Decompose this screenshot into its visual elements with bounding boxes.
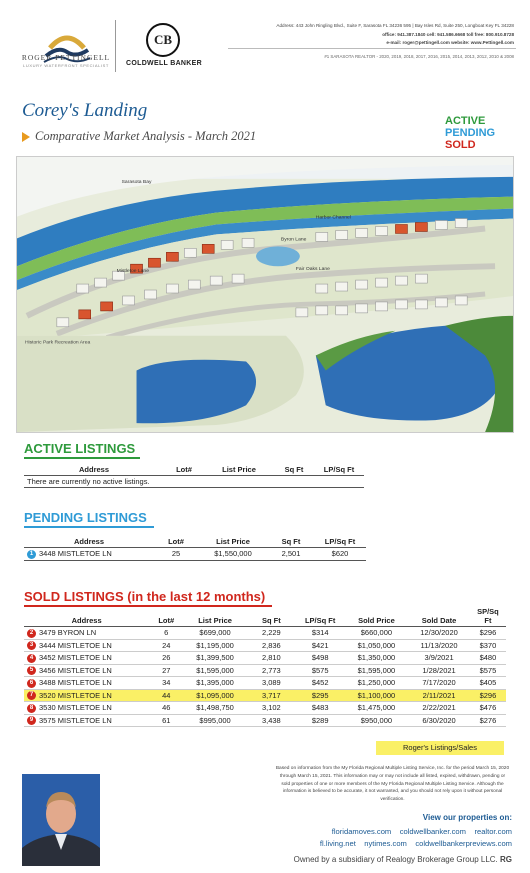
legend-sold: SOLD <box>445 139 476 151</box>
sold-lp-sqft: $498 <box>296 652 345 665</box>
sold-list-price: $1,595,000 <box>183 664 247 677</box>
website-links <box>262 826 512 850</box>
pending-lp-sqft: $620 <box>314 548 366 561</box>
sold-date: 2/11/2021 <box>408 689 470 702</box>
sold-lp-sqft: $483 <box>296 702 345 715</box>
sold-sp-sqft: $480 <box>470 652 506 665</box>
sold-price: $660,000 <box>345 627 409 640</box>
page-subtitle <box>22 129 256 144</box>
sold-sp-sqft: $296 <box>470 627 506 640</box>
table-row <box>24 702 506 715</box>
view-properties-heading: View our properties on: <box>422 813 512 822</box>
active-empty-message: There are currently no active listings. <box>24 476 364 488</box>
pending-col-lp-sqft: LP/Sq Ft <box>314 536 366 548</box>
sold-price: $1,050,000 <box>345 639 409 652</box>
sold-col-sold-date: Sold Date <box>408 606 470 627</box>
active-col-sqft: Sq Ft <box>274 464 314 476</box>
sold-address: 3479 BYRON LN <box>39 628 97 637</box>
sold-date: 1/28/2021 <box>408 664 470 677</box>
sold-lot: 46 <box>149 702 183 715</box>
legend-roger-listings: Roger's Listings/Sales <box>376 741 504 755</box>
sold-marker-badge: 4 <box>27 654 36 663</box>
pending-marker-badge: 1 <box>27 550 36 559</box>
sold-lot: 34 <box>149 677 183 690</box>
sold-price: $1,250,000 <box>345 677 409 690</box>
sold-lot: 61 <box>149 714 183 727</box>
active-col-lot: Lot# <box>164 464 204 476</box>
sold-lp-sqft: $421 <box>296 639 345 652</box>
active-listings-title: ACTIVE LISTINGS <box>24 441 140 459</box>
sold-address: 3520 MISTLETOE LN <box>39 690 112 700</box>
sold-date: 12/30/2020 <box>408 627 470 640</box>
pending-lot: 25 <box>154 548 198 561</box>
sold-price: $1,350,000 <box>345 652 409 665</box>
coldwell-banker-seal-icon: CB <box>146 23 180 57</box>
sold-address: 3444 MISTLETOE LN <box>39 640 112 650</box>
sold-address-cell <box>24 702 149 715</box>
sold-address-cell <box>24 714 149 727</box>
sold-address: 3452 MISTLETOE LN <box>39 653 112 663</box>
sold-sqft: 3,102 <box>247 702 296 715</box>
link-flliving[interactable]: fl.living.net <box>319 839 356 848</box>
awards-line: #1 SARASOTA REALTOR - 2020, 2019, 2018, 2017, 2016, 2015, 2014, 2013, 2012, 2010 & 2008 <box>324 54 514 59</box>
ownership-text: Owned by a subsidiary of Realogy Brokerage Group LLC. <box>293 855 498 864</box>
pending-col-address: Address <box>24 536 154 548</box>
sold-lp-sqft: $314 <box>296 627 345 640</box>
sold-marker-badge: 8 <box>27 704 36 713</box>
agent-photo <box>22 774 100 866</box>
sold-lp-sqft: $452 <box>296 677 345 690</box>
pending-sqft: 2,501 <box>268 548 314 561</box>
sold-list-price: $1,399,500 <box>183 652 247 665</box>
header-divider <box>115 20 116 72</box>
sold-address-cell <box>24 664 149 677</box>
agent-tagline: LUXURY WATERFRONT SPECIALIST <box>23 63 109 68</box>
sold-lp-sqft: $575 <box>296 664 345 677</box>
sold-date: 2/22/2021 <box>408 702 470 715</box>
map-label-bay: Sarasota Bay <box>121 179 152 185</box>
sold-list-price: $995,000 <box>183 714 247 727</box>
sold-address-cell <box>24 677 149 690</box>
sold-lot: 24 <box>149 639 183 652</box>
sold-list-price: $1,095,000 <box>183 689 247 702</box>
sold-sp-sqft: $296 <box>470 689 506 702</box>
active-col-list-price: List Price <box>204 464 274 476</box>
sold-date: 3/9/2021 <box>408 652 470 665</box>
legend-active: ACTIVE <box>445 115 486 127</box>
sold-address-cell <box>24 652 149 665</box>
community-site-map <box>16 156 514 433</box>
sold-address: 3530 MISTLETOE LN <box>39 703 112 713</box>
table-row <box>24 639 506 652</box>
sold-lot: 6 <box>149 627 183 640</box>
agent-name-logo: ROGER PETTINGELL <box>21 53 111 62</box>
sold-sqft: 3,717 <box>247 689 296 702</box>
link-floridamoves[interactable]: floridamoves.com <box>331 827 392 836</box>
header-rule <box>228 48 516 49</box>
sold-lp-sqft: $295 <box>296 689 345 702</box>
map-label-byron: Byron Lane <box>280 237 307 243</box>
link-cb-previews[interactable]: coldwellbankerpreviews.com <box>415 839 512 848</box>
office-address: Address: 443 John Ringling Blvd., Suite F, Sarasota FL 34236 595 | Bay Isles Rd, Suite 250, Longboat Key FL 34228 <box>276 23 514 28</box>
legend-pending: PENDING <box>445 127 496 139</box>
active-col-address: Address <box>24 464 164 476</box>
link-nytimes[interactable]: nytimes.com <box>364 839 407 848</box>
table-row <box>24 548 366 561</box>
sold-col-lot: Lot# <box>149 606 183 627</box>
sold-lot: 26 <box>149 652 183 665</box>
contact-info <box>214 22 514 48</box>
active-col-lp-sqft: LP/Sq Ft <box>314 464 364 476</box>
pending-list-price: $1,550,000 <box>198 548 268 561</box>
sold-marker-badge: 9 <box>27 716 36 725</box>
active-listings-table <box>24 464 364 488</box>
sold-sp-sqft: $276 <box>470 714 506 727</box>
page-title: Corey's Landing <box>22 100 148 121</box>
sold-sqft: 3,089 <box>247 677 296 690</box>
sold-sp-sqft: $370 <box>470 639 506 652</box>
sold-list-price: $1,498,750 <box>183 702 247 715</box>
sold-marker-badge: 2 <box>27 629 36 638</box>
table-row <box>24 627 506 640</box>
sold-price: $1,475,000 <box>345 702 409 715</box>
pending-listings-title: PENDING LISTINGS <box>24 510 154 528</box>
table-row <box>24 714 506 727</box>
sold-sqft: 2,229 <box>247 627 296 640</box>
sold-col-sold-price: Sold Price <box>345 606 409 627</box>
sold-list-price: $1,395,000 <box>183 677 247 690</box>
sold-address-cell <box>24 627 149 640</box>
sold-sqft: 2,773 <box>247 664 296 677</box>
sold-price: $1,595,000 <box>345 664 409 677</box>
sold-listings-table <box>24 606 506 727</box>
sold-marker-badge: 6 <box>27 679 36 688</box>
pending-col-sqft: Sq Ft <box>268 536 314 548</box>
coldwell-banker-logo-text: COLDWELL BANKER <box>126 60 202 67</box>
pending-col-list-price: List Price <box>198 536 268 548</box>
sold-sp-sqft: $476 <box>470 702 506 715</box>
sold-marker-badge: 3 <box>27 641 36 650</box>
sold-marker-badge: 7 <box>27 691 36 700</box>
sold-list-price: $699,000 <box>183 627 247 640</box>
ownership-notice <box>294 855 512 864</box>
sold-list-price: $1,195,000 <box>183 639 247 652</box>
sold-sp-sqft: $405 <box>470 677 506 690</box>
sold-address-cell <box>24 639 149 652</box>
phone-numbers: office: 941.387.1840 cell: 941.586.6668 toll free: 800.910.8728 <box>382 31 514 37</box>
sold-lot: 44 <box>149 689 183 702</box>
sold-col-sqft: Sq Ft <box>247 606 296 627</box>
link-coldwellbanker[interactable]: coldwellbanker.com <box>399 827 466 836</box>
map-label-mistletoe: Mistletoe Lane <box>116 269 149 275</box>
sold-sp-sqft: $575 <box>470 664 506 677</box>
pending-address-cell <box>24 548 154 561</box>
sold-price: $950,000 <box>345 714 409 727</box>
email-website: e-mail: roger@pettingell.com website: www.Pettingell.com <box>386 40 514 45</box>
table-row <box>24 689 506 702</box>
sold-date: 7/17/2020 <box>408 677 470 690</box>
pending-address: 3448 MISTLETOE LN <box>39 549 112 558</box>
sold-listings-title: SOLD LISTINGS (in the last 12 months) <box>24 589 272 607</box>
status-legend <box>445 115 495 151</box>
sold-address: 3488 MISTLETOE LN <box>39 678 112 688</box>
sold-col-list-price: List Price <box>183 606 247 627</box>
sold-sqft: 3,438 <box>247 714 296 727</box>
sold-date: 6/30/2020 <box>408 714 470 727</box>
sold-price: $1,100,000 <box>345 689 409 702</box>
sold-address: 3456 MISTLETOE LN <box>39 665 112 675</box>
table-row <box>24 664 506 677</box>
page-mark: RG <box>500 855 512 864</box>
sold-marker-badge: 5 <box>27 666 36 675</box>
subtitle-text: Comparative Market Analysis - March 2021 <box>35 129 257 143</box>
sold-address-cell <box>24 689 149 702</box>
arrow-right-icon <box>22 132 30 142</box>
sold-col-address: Address <box>24 606 149 627</box>
sold-col-sp-sqft: SP/Sq Ft <box>470 606 506 627</box>
sold-lp-sqft: $289 <box>296 714 345 727</box>
map-label-fair-oaks: Fair Oaks Lane <box>295 267 330 273</box>
sold-address: 3575 MISTLETOE LN <box>39 715 112 725</box>
map-label-channel: Harbor Channel <box>315 215 351 221</box>
sold-sqft: 2,810 <box>247 652 296 665</box>
sold-date: 11/13/2020 <box>408 639 470 652</box>
map-label-park: Historic Park Recreation Area <box>24 340 91 346</box>
table-row <box>24 652 506 665</box>
pending-col-lot: Lot# <box>154 536 198 548</box>
sold-sqft: 2,836 <box>247 639 296 652</box>
table-row <box>24 677 506 690</box>
sold-lot: 27 <box>149 664 183 677</box>
mls-disclaimer: Based on information from the My Florida Regional Multiple Listing Service, Inc. for the period March 15, 2020 through March 15, 2021. This information may or may not include all listed, expired, withdrawn, pending or sold properties of one or more members of the My Florida Regional Multiple Listing Service. Although the information is believed to be accurate, it not warranted, and you should not rely upon it without personal verification. <box>275 766 510 803</box>
pending-listings-table <box>24 536 366 561</box>
link-realtor[interactable]: realtor.com <box>474 827 512 836</box>
sold-col-lp-sqft: LP/Sq Ft <box>296 606 345 627</box>
